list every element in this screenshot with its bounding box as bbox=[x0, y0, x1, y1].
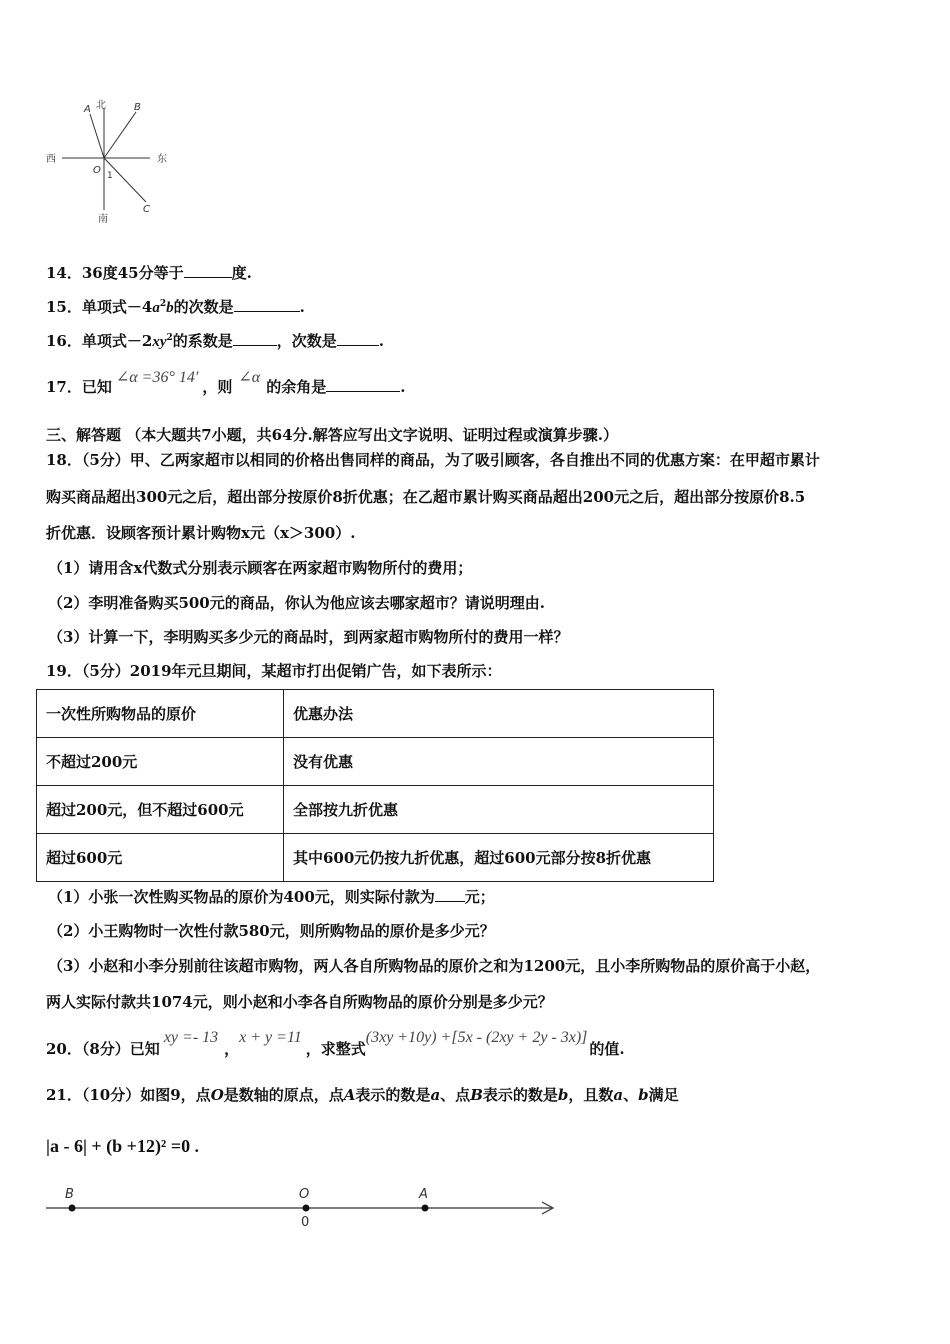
q21-var-o: O bbox=[210, 1086, 224, 1104]
q21-text: 、点 bbox=[440, 1086, 471, 1104]
q20-condition-1: xy =- 13 bbox=[163, 1029, 219, 1046]
q16-vars: xy bbox=[152, 334, 167, 350]
q15-var-a: a bbox=[152, 300, 160, 316]
table-cell: 全部按九折优惠 bbox=[284, 786, 714, 834]
q18-sub-2: （2）李明准备购买500元的商品，你认为他应该去哪家超市？请说明理由. bbox=[48, 594, 545, 612]
table-header-cell: 一次性所购物品的原价 bbox=[37, 690, 284, 738]
question-20 bbox=[46, 1026, 625, 1058]
q21-text: 满足 bbox=[648, 1086, 679, 1104]
question-21 bbox=[46, 1084, 679, 1105]
ray-ob bbox=[104, 112, 136, 158]
q19-sub1-text: （1）小张一次性购买物品的原价为400元，则实际付款为 bbox=[48, 888, 435, 906]
table-header-cell: 优惠办法 bbox=[284, 690, 714, 738]
q18-line-1: 18．（5分）甲、乙两家超市以相同的价格出售同样的商品，为了吸引顾客，各自推出不同的优惠方案：在甲超市累计 bbox=[46, 451, 820, 469]
question-17 bbox=[46, 366, 406, 396]
point-a-label: A bbox=[84, 104, 91, 115]
origin-label: O bbox=[93, 165, 101, 176]
q20-suffix: 的值. bbox=[589, 1040, 625, 1058]
point-b-label: B bbox=[134, 102, 141, 113]
q17-mid: ，则 bbox=[202, 378, 233, 396]
q20-prefix: 20．（8分）已知 bbox=[46, 1040, 160, 1058]
question-14 bbox=[46, 262, 252, 283]
ray-oa bbox=[90, 114, 104, 158]
south-label: 南 bbox=[98, 214, 108, 225]
q21-var-a: a bbox=[613, 1086, 624, 1104]
point-b-dot bbox=[69, 1205, 76, 1212]
q17-prefix: 17．已知 bbox=[46, 378, 112, 396]
q21-equation-text: |a - 6| + (b +12)² =0 bbox=[46, 1136, 191, 1156]
table-cell: 没有优惠 bbox=[284, 738, 714, 786]
q21-text: ，且数 bbox=[568, 1086, 614, 1104]
q15-exponent: 2 bbox=[159, 299, 167, 309]
q21-text: 表示的数是 bbox=[355, 1086, 431, 1104]
table-cell: 不超过200元 bbox=[37, 738, 284, 786]
q20-mid: ，求整式 bbox=[305, 1040, 366, 1058]
table-row bbox=[37, 786, 714, 834]
table-header-row bbox=[37, 690, 714, 738]
table-cell: 其中600元仍按九折优惠，超过600元部分按8折优惠 bbox=[284, 834, 714, 882]
q18-line-3: 折优惠．设顾客预计累计购物x元（x＞300）. bbox=[46, 524, 356, 542]
table-cell: 超过600元 bbox=[37, 834, 284, 882]
zero-tick-label: 0 bbox=[301, 1215, 310, 1230]
q16-degree-blank bbox=[337, 331, 379, 346]
q20-sep: ， bbox=[224, 1040, 240, 1058]
q21-equation bbox=[46, 1136, 199, 1157]
q15-text: 15．单项式－4 bbox=[46, 298, 153, 316]
point-o-dot bbox=[303, 1205, 310, 1212]
q15-answer-blank bbox=[234, 297, 300, 312]
q18-sub-3: （3）计算一下，李明购买多少元的商品时，到两家超市购物所付的费用一样？ bbox=[48, 628, 569, 646]
q15-end: . bbox=[299, 298, 305, 316]
table-row bbox=[37, 738, 714, 786]
table-row bbox=[37, 834, 714, 882]
q17-end: . bbox=[400, 378, 406, 396]
q21-var-b: b bbox=[557, 1086, 569, 1104]
q20-condition-2: x + y =11 bbox=[239, 1029, 302, 1046]
q19-sub1-after: 元； bbox=[464, 888, 495, 906]
q21-text: 表示的数是 bbox=[482, 1086, 558, 1104]
q16-text: 16．单项式－2 bbox=[46, 332, 153, 350]
q21-text: 21．（10分）如图9，点 bbox=[46, 1086, 211, 1104]
table-cell: 超过200元，但不超过600元 bbox=[37, 786, 284, 834]
question-16 bbox=[46, 330, 384, 351]
q14-text: 14．36度45分等于 bbox=[46, 264, 184, 282]
compass-diagram bbox=[0, 0, 950, 230]
section-3-heading: 三、解答题 （本大题共7小题，共64分.解答应写出文字说明、证明过程或演算步骤.） bbox=[46, 426, 618, 444]
west-label: 西 bbox=[46, 154, 56, 165]
east-label: 东 bbox=[157, 154, 167, 165]
q17-suffix: 的余角是 bbox=[266, 378, 327, 396]
q15-text-after: 的次数是 bbox=[173, 298, 234, 316]
q18-sub-1: （1）请用含x代数式分别表示顾客在两家超市购物所付的费用； bbox=[48, 559, 473, 577]
q14-answer-blank bbox=[184, 263, 232, 278]
q14-text-after: 度. bbox=[231, 264, 252, 282]
point-a-dot bbox=[422, 1205, 429, 1212]
q16-coefficient-blank bbox=[233, 331, 277, 346]
q17-angle-value: ∠α =36° 14′ bbox=[115, 369, 199, 386]
q16-exponent: 2 bbox=[166, 333, 173, 343]
point-o-label: O bbox=[299, 1187, 310, 1202]
q16-end: . bbox=[378, 332, 385, 350]
number-line bbox=[0, 1180, 950, 1260]
q16-text-mid: 的系数是 bbox=[172, 332, 233, 350]
q19-sub-1 bbox=[48, 886, 495, 907]
q21-var-b: b bbox=[638, 1086, 649, 1104]
q19-sub-2: （2）小王购物时一次性付款580元，则所购物品的原价是多少元？ bbox=[48, 922, 495, 940]
q19-intro: 19．（5分）2019年元旦期间，某超市打出促销广告，如下表所示： bbox=[46, 662, 502, 680]
north-label: 北 bbox=[96, 100, 106, 111]
q21-var-b-point: B bbox=[470, 1086, 483, 1104]
q15-var-b: b bbox=[166, 300, 174, 316]
q16-sep: ，次数是 bbox=[276, 332, 337, 350]
angle-one-label: 1 bbox=[107, 171, 113, 181]
point-a-label: A bbox=[419, 1187, 428, 1202]
promotion-table bbox=[36, 689, 714, 882]
q21-var-a: a bbox=[430, 1086, 441, 1104]
q19-sub1-blank bbox=[435, 887, 465, 902]
point-c-label: C bbox=[143, 204, 150, 215]
q19-sub-3-line-1: （3）小赵和小李分别前往该超市购物，两人各自所购物品的原价之和为1200元，且小李所购物品的原价高于小赵， bbox=[48, 957, 821, 975]
point-b-label: B bbox=[65, 1187, 74, 1202]
q20-expression: (3xy +10y) +[5x - (2xy + 2y - 3x)] bbox=[365, 1029, 588, 1046]
q21-var-a-point: A bbox=[343, 1086, 356, 1104]
question-15 bbox=[46, 296, 305, 317]
q17-angle-symbol: ∠α bbox=[238, 369, 261, 386]
q21-text: 是数轴的原点，点 bbox=[223, 1086, 344, 1104]
q17-answer-blank bbox=[326, 377, 400, 392]
q19-sub-3-line-2: 两人实际付款共1074元，则小赵和小李各自所购物品的原价分别是多少元？ bbox=[46, 993, 553, 1011]
q21-text: 、 bbox=[623, 1086, 639, 1104]
q21-period: . bbox=[194, 1138, 200, 1156]
q18-line-2: 购买商品超出300元之后，超出部分按原价8折优惠；在乙超市累计购买商品超出200元之后，超出部分按原价8.5 bbox=[46, 488, 806, 506]
